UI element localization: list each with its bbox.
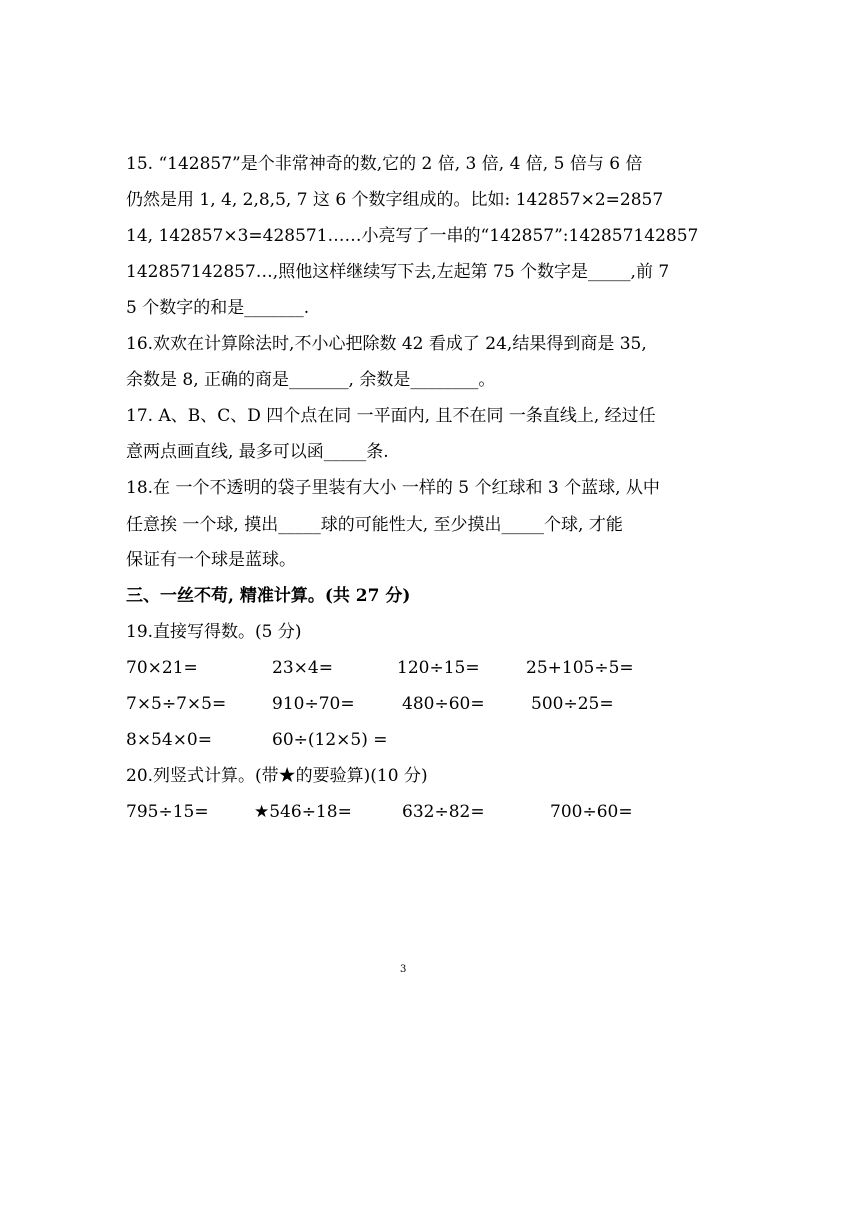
q19-item: 120÷15= bbox=[397, 658, 480, 678]
q19-item: 500÷25= bbox=[531, 694, 614, 714]
q19-item: 7×5÷7×5= bbox=[126, 694, 227, 714]
q15-line-2: 仍然是用 1, 4, 2,8,5, 7 这 6 个数字组成的。比如: 142857×2=2857 bbox=[126, 190, 664, 210]
q15-line-1: 15. “142857”是个非常神奇的数,它的 2 倍, 3 倍, 4 倍, 5 倍与 6 倍 bbox=[126, 154, 643, 174]
q19-item: 25+105÷5= bbox=[526, 658, 634, 678]
q19-item: 910÷70= bbox=[272, 694, 355, 714]
q20-item: 700÷60= bbox=[550, 802, 633, 822]
q20-item: 632÷82= bbox=[402, 802, 485, 822]
q19-item: 480÷60= bbox=[402, 694, 485, 714]
q19-item: 60÷(12×5) = bbox=[272, 730, 388, 750]
q20-item: 795÷15= bbox=[126, 802, 209, 822]
q20-row bbox=[126, 801, 726, 823]
section-3-heading: 三、一丝不苟, 精准计算。(共 27 分) bbox=[126, 586, 411, 606]
q19-item: 70×21= bbox=[126, 658, 198, 678]
q16-line-2: 余数是 8, 正确的商是_______, 余数是________。 bbox=[126, 370, 496, 390]
q18-line-1: 18.在 一个不透明的袋子里装有大小 一样的 5 个红球和 3 个蓝球, 从中 bbox=[126, 478, 660, 498]
page-number: 3 bbox=[400, 964, 407, 975]
q19-row-1 bbox=[126, 657, 726, 679]
q18-line-2: 任意挨 一个球, 摸出_____球的可能性大, 至少摸出_____个球, 才能 bbox=[126, 515, 623, 535]
q17-line-2: 意两点画直线, 最多可以函_____条. bbox=[126, 442, 389, 462]
q19-title: 19.直接写得数。(5 分) bbox=[126, 622, 302, 642]
q19-item: 23×4= bbox=[272, 658, 333, 678]
q18-line-3: 保证有一个球是蓝球。 bbox=[126, 550, 296, 570]
q16-line-1: 16.欢欢在计算除法时,不小心把除数 42 看成了 24,结果得到商是 35, bbox=[126, 334, 647, 354]
q15-line-4: 142857142857…,照他这样继续写下去,左起第 75 个数字是_____,前 7 bbox=[126, 262, 670, 282]
q19-row-2 bbox=[126, 693, 726, 715]
q20-title: 20.列竖式计算。(带★的要验算)(10 分) bbox=[126, 766, 428, 786]
q15-line-5: 5 个数字的和是_______. bbox=[126, 298, 310, 318]
q17-line-1: 17. A、B、C、D 四个点在同 一平面内, 且不在同 一条直线上, 经过任 bbox=[126, 406, 656, 426]
q20-item: ★546÷18= bbox=[254, 802, 352, 822]
q15-line-3: 14, 142857×3=428571……小亮写了一串的“142857”:142857142857 bbox=[126, 226, 699, 246]
q19-item: 8×54×0= bbox=[126, 730, 212, 750]
q19-row-3 bbox=[126, 729, 726, 751]
